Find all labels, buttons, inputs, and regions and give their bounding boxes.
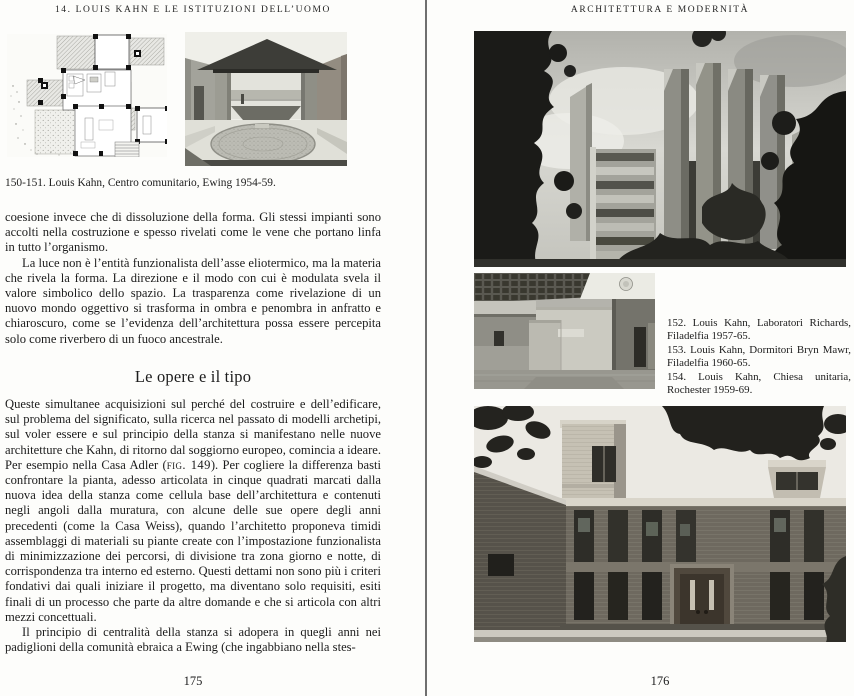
- paragraph-1: coesione invece che di dissoluzione della forma. Gli stessi impianti sono accolti nella costruzione e spesso rivelati come le vene che portano linfa in tutto l’organismo.: [5, 210, 381, 255]
- page-gutter-divider: [425, 0, 427, 696]
- figure-reference: fig. 149: [166, 457, 211, 472]
- captions-right-page: [667, 317, 851, 397]
- running-head-left: 14. LOUIS KAHN E LE ISTITUZIONI DELL’UOMO: [54, 5, 332, 15]
- church-photo-graphic: [474, 406, 846, 642]
- page-right: [428, 0, 854, 696]
- page-left: [0, 0, 426, 696]
- page-number-176: 176: [650, 674, 670, 688]
- paragraph-2: La luce non è l’entità funzionalista dell’asse eliotermico, ma la materia che rivela la forma. La direzione e il modo con cui è modulata svela il valore simbolico dello spazio. La trasparenza come rivelazione di un nuovo mondo oggettivo si trasforma in ombra e penombra in anfratto e chiaroscuro, come se l’evidenza dell’architettura possa essere percepita solo come riverbero di un fuoco ancestrale.: [5, 255, 381, 346]
- figure-154-church-photo: [474, 406, 846, 642]
- paragraph-4: Il principio di centralità della stanza si adopera in quegli anni nei padiglioni della comunità ebraica a Ewing (che ingabbiano nella stes-: [5, 625, 381, 655]
- figure-150-plan-drawing: [7, 34, 167, 157]
- figure-152-richards-photo: [474, 31, 846, 267]
- interior-photo-graphic: [474, 273, 655, 389]
- body-text: [5, 210, 381, 655]
- plan-drawing-graphic: [7, 34, 167, 157]
- caption-figure-154: 154. Louis Kahn, Chiesa unitaria, Rochester 1959-69.: [667, 370, 851, 397]
- caption-figure-152: 152. Louis Kahn, Laboratori Richards, Filadelfia 1957-65.: [667, 317, 851, 343]
- section-heading: Le opere e il tipo: [134, 366, 252, 386]
- paragraph-3-text-continued: ). Per cogliere la differenza basti confrontare la pianta, adesso articolata in cinque quadrati marcati dalla nuova idea della stanza come cellula base dell’architettura e contenuti negli angoli dalla muratura, con alcune delle sue opere degli anni precedenti (come la Casa Weiss), quando l’architetto proponeva timidi assemblaggi di materiali su piante create con l’impostazione funzionalista di minimizzazione dei percorsi, di divisione tra zona giorno e notte, di corrispondenza tra interno ed esterno. Questi dettami non sono più i criteri fondativi dai quali iniziare il progetto, ma diventano solo requisiti, esiti finali di un processo che parte da altre domande e che si articola con altri mezzi concettuali.: [5, 457, 381, 624]
- figure-153-interior-photo: [474, 273, 655, 389]
- paragraph-3: [5, 397, 381, 625]
- caption-figure-153: 153. Louis Kahn, Dormitori Bryn Mawr, Filadelfia 1960-65.: [667, 343, 851, 370]
- running-head-right: ARCHITETTURA E MODERNITÀ: [570, 5, 750, 15]
- page-number-175: 175: [183, 674, 203, 688]
- richards-photo-graphic: [474, 31, 846, 267]
- paragraph-3-text: Queste simultanee acquisizioni sul perché del costruire e dell’edificare, sul problema del significato, sulla ricerca nel passato di modelli archetipi, sul voler essere e sul principio della stanza si manifestano nelle nuove architetture che Kahn, di ritorno dal soggiorno europeo, comincia a ideare. Per esempio nella Casa Adler (: [5, 397, 381, 472]
- figure-151-pavilion-photo: [185, 32, 347, 166]
- caption-figure-150-151: 150-151. Louis Kahn, Centro comunitario, Ewing 1954-59.: [5, 177, 276, 189]
- pavilion-photo-graphic: [185, 32, 347, 166]
